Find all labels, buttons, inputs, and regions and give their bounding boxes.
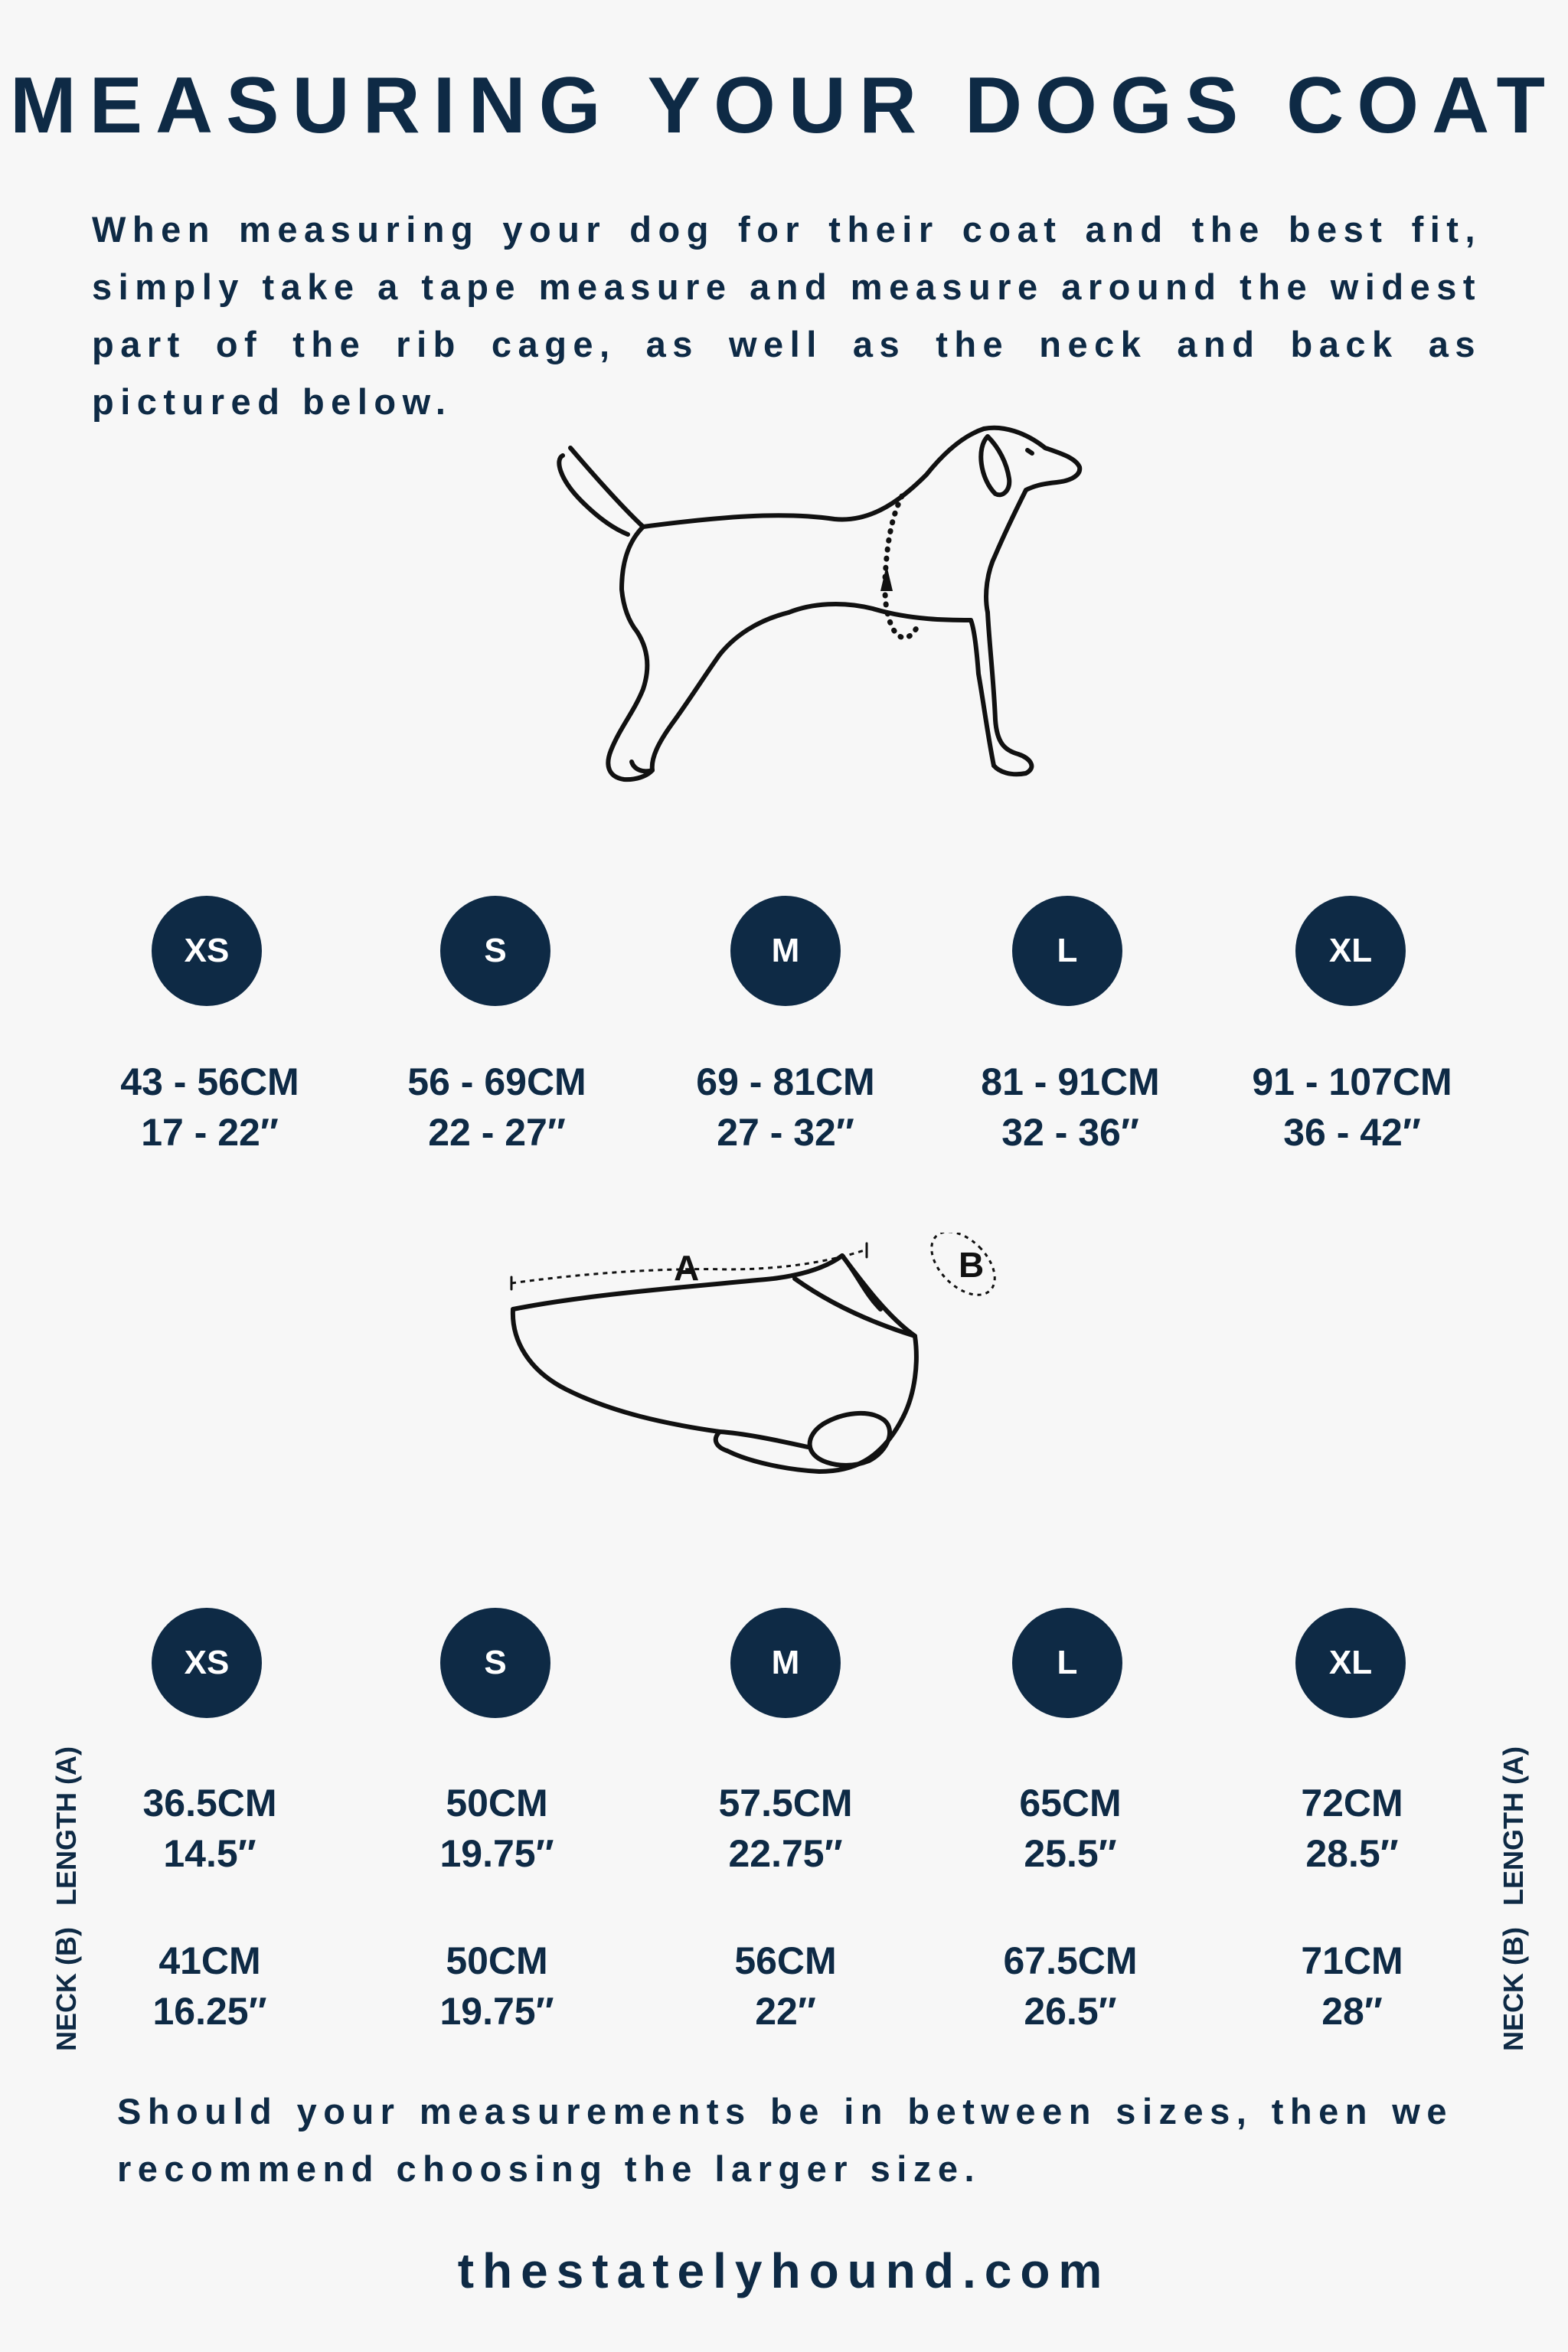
chest-inch: 36 - 42″: [1283, 1111, 1421, 1154]
chest-measurement-l: [940, 1057, 1200, 1158]
chest-inch: 22 - 27″: [428, 1111, 566, 1154]
length-inch: 22.75″: [728, 1832, 843, 1875]
neck-cm: 67.5CM: [1003, 1939, 1138, 1982]
neck-measurement-l: [940, 1936, 1200, 2037]
length-inch: 28.5″: [1305, 1832, 1399, 1875]
length-inch: 14.5″: [163, 1832, 256, 1875]
chest-cm: 91 - 107CM: [1252, 1060, 1452, 1103]
neck-cm: 41CM: [158, 1939, 261, 1982]
chest-cm: 43 - 56CM: [120, 1060, 299, 1103]
neck-measurement-s: [367, 1936, 627, 2037]
size-badge-s: S: [440, 1608, 550, 1718]
neck-inch: 16.25″: [152, 1990, 267, 2033]
coat-label-a: A: [674, 1248, 700, 1288]
neck-inch: 28″: [1321, 1990, 1383, 2033]
neck-cm: 56CM: [734, 1939, 837, 1982]
neck-inch: 19.75″: [439, 1990, 554, 2033]
length-measurement-m: [655, 1778, 916, 1879]
size-badge-xl: XL: [1295, 896, 1406, 1006]
length-measurement-xs: [80, 1778, 340, 1879]
chest-measurement-xs: [80, 1057, 340, 1158]
length-axis-label: LENGTH (A): [1498, 1746, 1529, 1906]
size-badge-xs: XS: [152, 1608, 262, 1718]
chest-cm: 56 - 69CM: [407, 1060, 586, 1103]
size-badge-m: M: [730, 896, 841, 1006]
length-measurement-s: [367, 1778, 627, 1879]
length-cm: 36.5CM: [142, 1782, 277, 1824]
coat-illustration: [498, 1233, 1064, 1539]
chest-cm: 81 - 91CM: [981, 1060, 1160, 1103]
length-cm: 72CM: [1301, 1782, 1403, 1824]
neck-axis-label: NECK (B): [1498, 1927, 1529, 2051]
page-title: MEASURING YOUR DOGS COAT: [9, 61, 1559, 150]
chest-measurement-m: [655, 1057, 916, 1158]
length-cm: 65CM: [1019, 1782, 1122, 1824]
chest-measurement-s: [367, 1057, 627, 1158]
neck-measurement-xl: [1222, 1936, 1482, 2037]
neck-inch: 22″: [755, 1990, 816, 2033]
length-measurement-l: [940, 1778, 1200, 1879]
side-label-left: [47, 1738, 86, 2060]
side-label-right: [1494, 1738, 1533, 2060]
neck-cm: 50CM: [446, 1939, 548, 1982]
length-cm: 50CM: [446, 1782, 548, 1824]
size-badge-s: S: [440, 896, 550, 1006]
sizing-note: Should your measurements be in between sizes, then we recommend choosing the larger size.: [117, 2091, 1453, 2189]
website-footer: thestatelyhound.com: [457, 2243, 1111, 2298]
neck-axis-label: NECK (B): [51, 1927, 82, 2051]
neck-measurement-xs: [80, 1936, 340, 2037]
size-badge-m: M: [730, 1608, 841, 1718]
chest-cm: 69 - 81CM: [696, 1060, 875, 1103]
size-badge-l: L: [1012, 1608, 1122, 1718]
length-axis-label: LENGTH (A): [51, 1746, 82, 1906]
length-inch: 25.5″: [1024, 1832, 1117, 1875]
size-badge-xs: XS: [152, 896, 262, 1006]
coat-label-b: B: [959, 1245, 985, 1285]
chest-inch: 32 - 36″: [1001, 1111, 1139, 1154]
chest-inch: 17 - 22″: [141, 1111, 279, 1154]
length-inch: 19.75″: [439, 1832, 554, 1875]
length-measurement-xl: [1222, 1778, 1482, 1879]
neck-measurement-m: [655, 1936, 916, 2037]
size-badge-l: L: [1012, 896, 1122, 1006]
intro-paragraph: When measuring your dog for their coat and the best fit, simply take a tape measure and measure around the widest part of the rib cage, as well as the neck and back as pictured below.: [92, 209, 1481, 422]
dog-illustration: [536, 413, 1087, 842]
chest-inch: 27 - 32″: [717, 1111, 854, 1154]
size-badge-xl: XL: [1295, 1608, 1406, 1718]
neck-cm: 71CM: [1301, 1939, 1403, 1982]
chest-measurement-xl: [1222, 1057, 1482, 1158]
neck-inch: 26.5″: [1024, 1990, 1117, 2033]
length-cm: 57.5CM: [718, 1782, 853, 1824]
